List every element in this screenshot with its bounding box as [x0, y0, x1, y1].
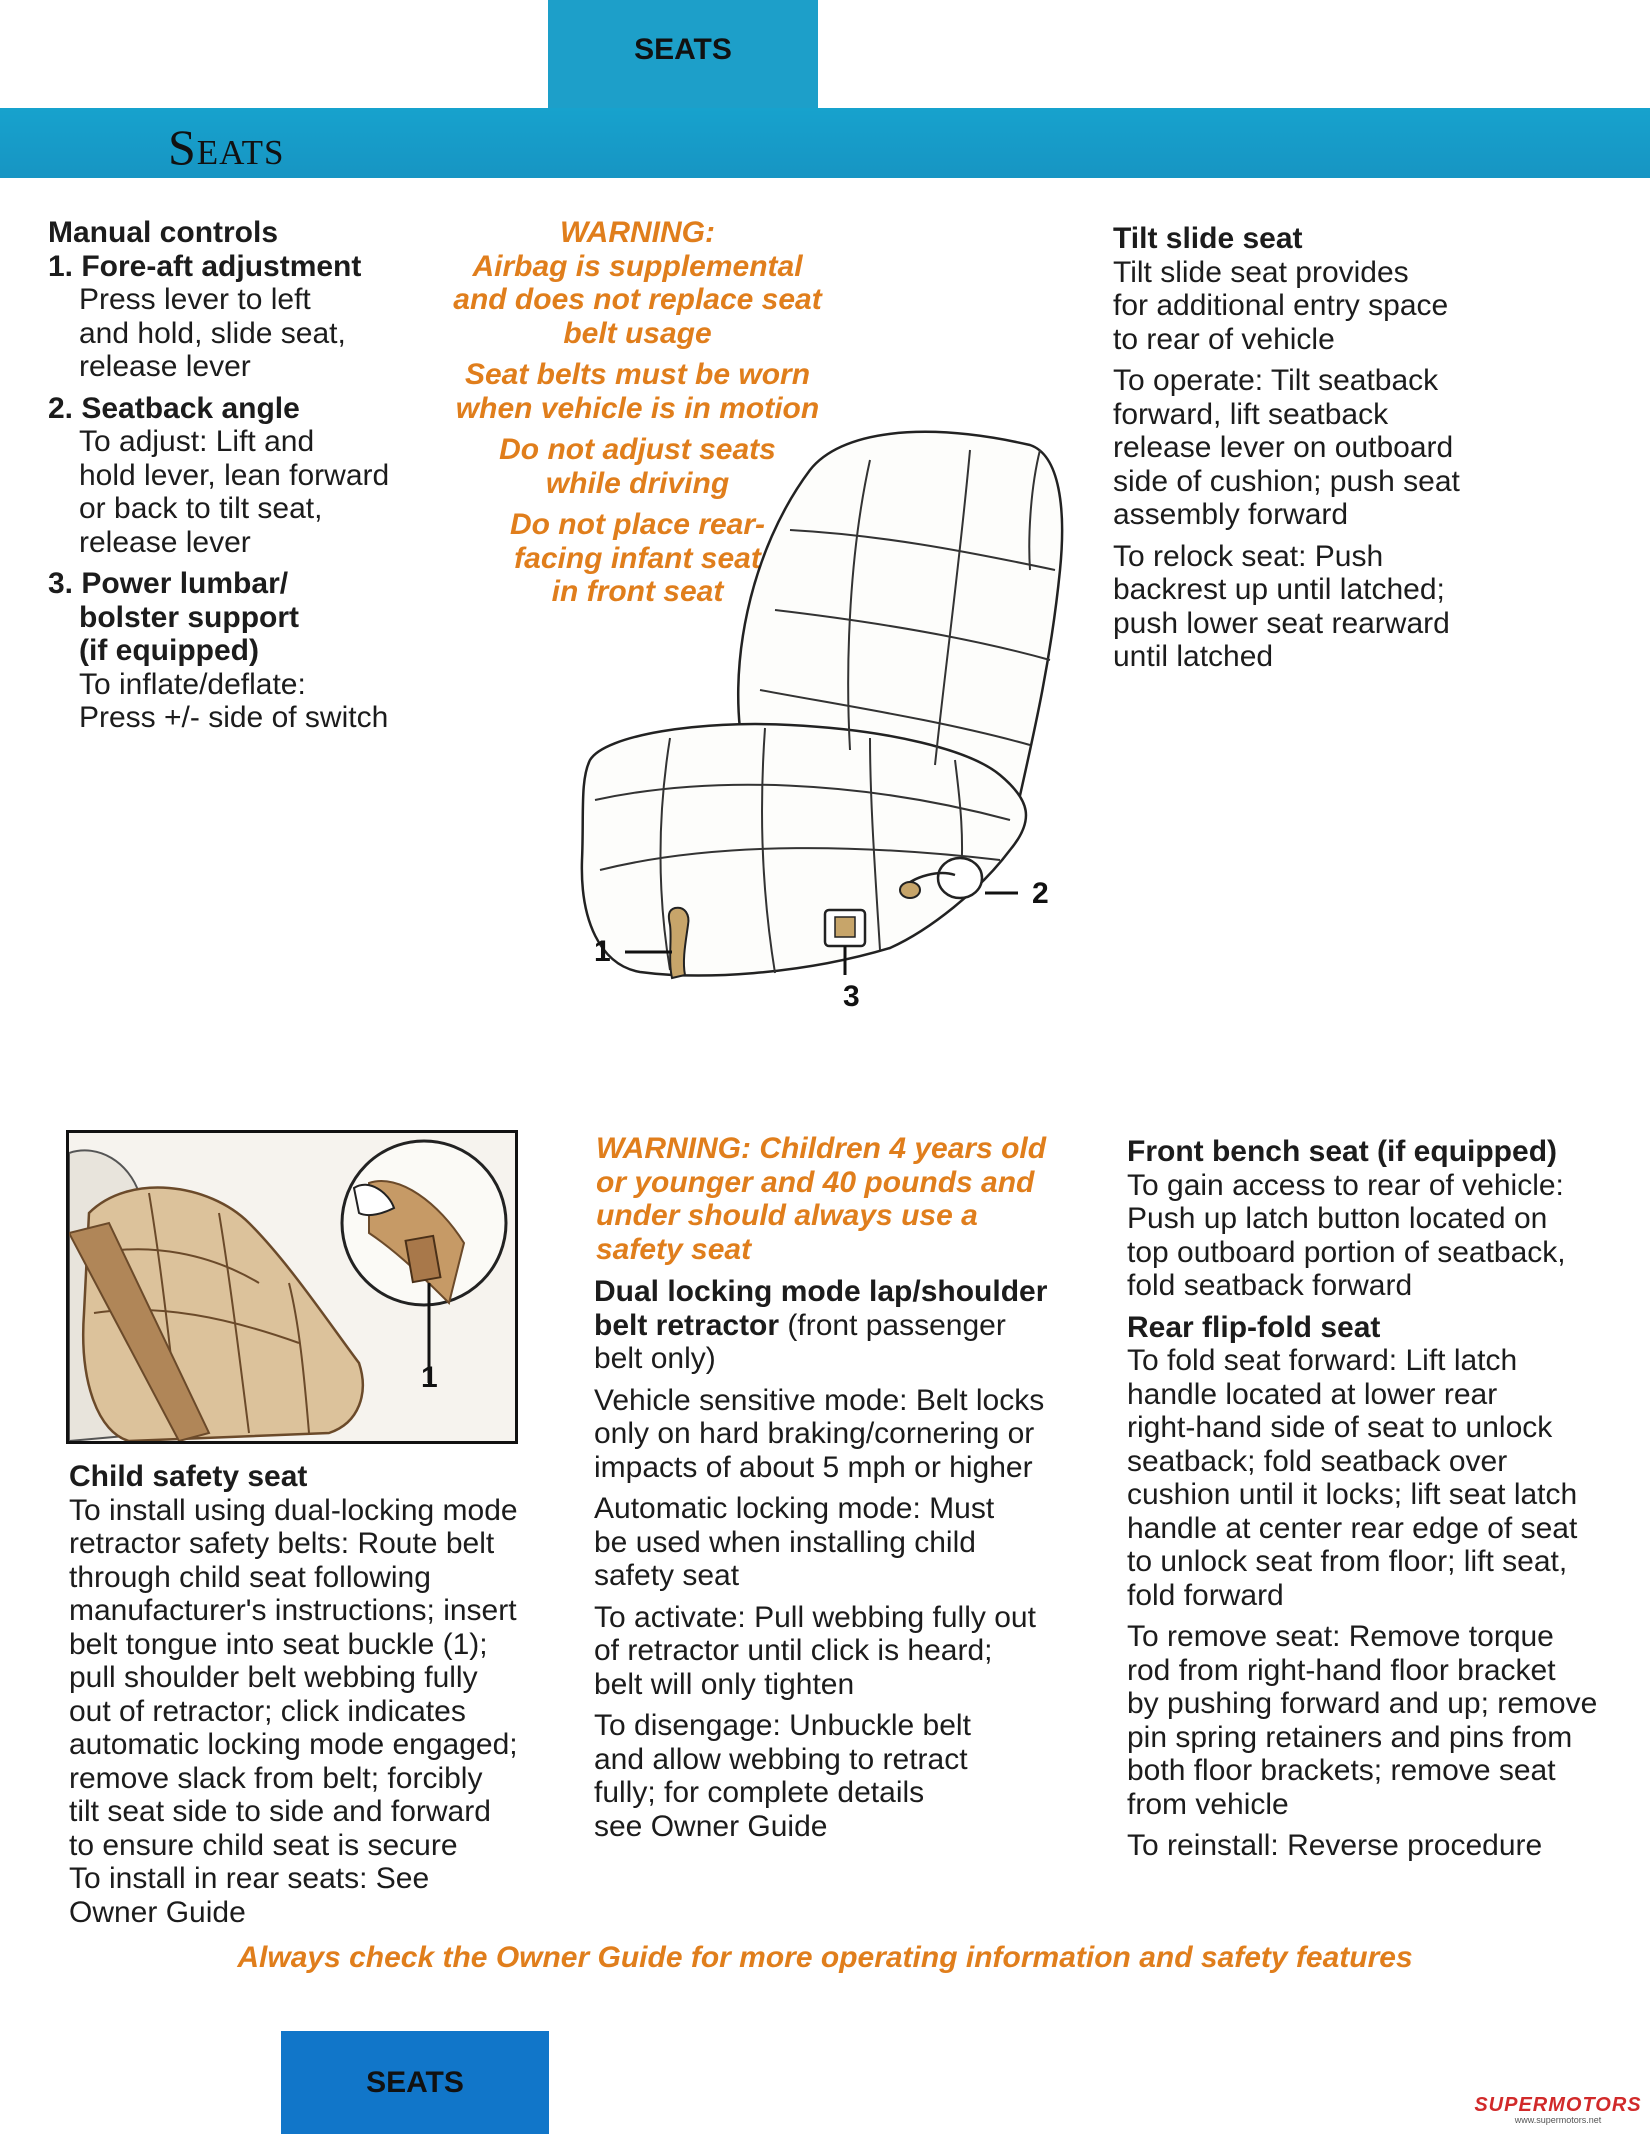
warning-line: and does not replace seat — [453, 283, 822, 316]
tilt-slide-title: Tilt slide seat — [1113, 222, 1303, 255]
front-seat-illustration — [560, 420, 1080, 1020]
front-bench-line: top outboard portion of seatback, — [1127, 1235, 1566, 1269]
logo-text: SUPERMOTORS — [1474, 2094, 1642, 2116]
dual-locking-title: Dual locking mode lap/shoulder — [594, 1275, 1048, 1308]
seatback-line: release lever — [79, 525, 251, 559]
warning-line: when vehicle is in motion — [455, 391, 820, 425]
dual-locking-line: be used when installing child — [594, 1525, 976, 1559]
seat-callout-2: 2 — [1032, 877, 1049, 910]
rear-flip-line: right-hand side of seat to unlock — [1127, 1411, 1553, 1444]
child-seat-drawing — [69, 1133, 515, 1441]
dual-locking-line: belt will only tighten — [594, 1667, 855, 1701]
power-lumbar-heading: 3. Power lumbar/ — [48, 567, 289, 600]
power-lumbar-line: To inflate/deflate: — [79, 667, 306, 701]
rear-flip-line: To fold seat forward: Lift latch — [1127, 1344, 1518, 1377]
child-seat-illustration — [66, 1130, 518, 1444]
front-bench-line: To gain access to rear of vehicle: — [1127, 1168, 1564, 1202]
tilt-slide-line: push lower seat rearward — [1113, 606, 1450, 640]
rear-flip-line: pin spring retainers and pins from — [1127, 1720, 1573, 1754]
supermotors-logo — [1470, 2095, 1646, 2125]
section-tab-bottom[interactable]: SEATS — [281, 2031, 549, 2134]
rear-flip-line: To remove seat: Remove torque — [1127, 1620, 1554, 1653]
tilt-slide-section — [1113, 222, 1623, 674]
manual-controls-title: Manual controls — [48, 216, 279, 249]
rear-flip-line: fold forward — [1127, 1578, 1284, 1612]
child-safety-title: Child safety seat — [69, 1460, 308, 1493]
child-safety-line: tilt seat side to side and forward — [69, 1795, 491, 1828]
rear-flip-line: by pushing forward and up; remove — [1127, 1687, 1598, 1720]
child-seat-callout-1: 1 — [421, 1361, 438, 1394]
fore-aft-line: release lever — [79, 350, 251, 383]
seatback-line: To adjust: Lift and — [79, 425, 315, 458]
power-lumbar-heading: (if equipped) — [79, 634, 259, 667]
child-safety-line: pull shoulder belt webbing fully — [69, 1661, 478, 1694]
rear-flip-line: rod from right-hand floor bracket — [1127, 1653, 1556, 1687]
child-safety-section — [69, 1460, 539, 1929]
rear-flip-line: seatback; fold seatback over — [1127, 1444, 1508, 1478]
manual-controls-section — [48, 216, 438, 735]
tilt-slide-line: to rear of vehicle — [1113, 322, 1335, 356]
tilt-slide-line: until latched — [1113, 640, 1274, 673]
warning-line: in front seat — [551, 575, 724, 608]
dual-locking-section — [594, 1275, 1094, 1843]
dual-locking-line: Automatic locking mode: Must — [594, 1492, 995, 1525]
tilt-slide-line: To operate: Tilt seatback — [1113, 364, 1439, 397]
tilt-slide-line: release lever on outboard — [1113, 431, 1454, 464]
rear-flip-line: To reinstall: Reverse procedure — [1127, 1829, 1543, 1862]
page-title: Seats — [168, 119, 285, 175]
warning-line: or younger and 40 pounds and — [596, 1165, 1035, 1199]
rear-flip-line: handle located at lower rear — [1127, 1377, 1498, 1411]
warning-line: safety seat — [596, 1232, 752, 1266]
rear-flip-title: Rear flip-fold seat — [1127, 1310, 1381, 1344]
rear-flip-line: from vehicle — [1127, 1787, 1289, 1821]
child-safety-line: belt tongue into seat buckle (1); — [69, 1627, 488, 1661]
tilt-slide-line: To relock seat: Push — [1113, 539, 1384, 573]
dual-locking-line: impacts of about 5 mph or higher — [594, 1450, 1033, 1484]
child-safety-line: remove slack from belt; forcibly — [69, 1761, 483, 1795]
child-safety-line: to ensure child seat is secure — [69, 1828, 458, 1862]
seatback-line: hold lever, lean forward — [79, 458, 390, 492]
warning-line: under should always use a — [596, 1199, 978, 1232]
front-bench-line: Push up latch button located on — [1127, 1202, 1548, 1235]
tilt-slide-line: assembly forward — [1113, 498, 1349, 531]
warning-line: Seat belts must be worn — [464, 358, 811, 391]
seat-callout-3: 3 — [843, 980, 860, 1013]
dual-locking-title-suffix: (front passenger — [779, 1308, 1006, 1342]
dual-locking-line: safety seat — [594, 1559, 740, 1592]
fore-aft-line: Press lever to left — [79, 283, 311, 316]
rear-flip-line: both floor brackets; remove seat — [1127, 1754, 1556, 1787]
warning-line: Airbag is supplemental — [472, 249, 803, 283]
child-safety-line: automatic locking mode engaged; — [69, 1728, 518, 1761]
tilt-slide-line: for additional entry space — [1113, 289, 1449, 322]
child-safety-line: through child seat following — [69, 1560, 431, 1594]
dual-locking-line: To activate: Pull webbing fully out — [594, 1600, 1036, 1634]
warning-line: while driving — [545, 466, 730, 500]
warning-line: belt usage — [563, 316, 712, 350]
rear-flip-line: to unlock seat from floor; lift seat, — [1127, 1545, 1568, 1578]
power-lumbar-line: Press +/- side of switch — [79, 701, 389, 734]
tilt-slide-line: forward, lift seatback — [1113, 397, 1389, 431]
dual-locking-title-tail: belt only) — [594, 1342, 716, 1375]
child-safety-line: retractor safety belts: Route belt — [69, 1527, 495, 1560]
dual-locking-line: Vehicle sensitive mode: Belt locks — [594, 1383, 1045, 1417]
logo-url: www.supermotors.net — [1514, 2115, 1602, 2125]
seatback-line: or back to tilt seat, — [79, 492, 323, 525]
child-safety-line: Owner Guide — [69, 1895, 246, 1929]
tilt-slide-line: Tilt slide seat provides — [1113, 255, 1409, 289]
dual-locking-title: belt retractor — [594, 1308, 780, 1342]
section-banner — [0, 108, 1650, 178]
seatback-angle-heading: 2. Seatback angle — [48, 391, 300, 425]
warning-line: Do not place rear- — [509, 508, 766, 541]
child-safety-line: To install using dual-locking mode — [69, 1493, 518, 1527]
dual-locking-line: only on hard braking/cornering or — [594, 1417, 1035, 1450]
tilt-slide-line: backrest up until latched; — [1113, 573, 1445, 606]
section-tab-top[interactable]: SEATS — [548, 0, 818, 108]
owner-guide-note: Always check the Owner Guide for more operating information and safety features — [237, 1941, 1413, 1974]
dual-locking-line: fully; for complete details — [594, 1776, 925, 1809]
fore-aft-heading: 1. Fore-aft adjustment — [48, 249, 362, 283]
dual-locking-line: To disengage: Unbuckle belt — [594, 1709, 971, 1742]
rear-flip-line: handle at center rear edge of seat — [1127, 1511, 1578, 1545]
tilt-slide-line: side of cushion; push seat — [1113, 464, 1460, 498]
front-bench-title: Front bench seat (if equipped) — [1127, 1135, 1558, 1168]
child-age-warning — [596, 1132, 1096, 1266]
seat-callout-1: 1 — [594, 935, 611, 968]
power-lumbar-heading: bolster support — [79, 600, 300, 634]
rear-flip-line: cushion until it locks; lift seat latch — [1127, 1478, 1578, 1511]
front-bench-line: fold seatback forward — [1127, 1269, 1413, 1302]
child-safety-line: manufacturer's instructions; insert — [69, 1594, 517, 1627]
child-safety-line: out of retractor; click indicates — [69, 1694, 466, 1728]
dual-locking-line: and allow webbing to retract — [594, 1742, 968, 1776]
warning-line: WARNING: — [560, 216, 715, 249]
dual-locking-line: see Owner Guide — [594, 1809, 828, 1843]
fore-aft-line: and hold, slide seat, — [79, 316, 346, 350]
warning-line: WARNING: Children 4 years old — [596, 1132, 1047, 1165]
dual-locking-line: of retractor until click is heard; — [594, 1634, 993, 1667]
warning-line: facing infant seat — [514, 541, 761, 575]
front-bench-section — [1127, 1135, 1632, 1863]
child-safety-line: To install in rear seats: See — [69, 1862, 430, 1895]
warning-line: Do not adjust seats — [499, 433, 776, 466]
